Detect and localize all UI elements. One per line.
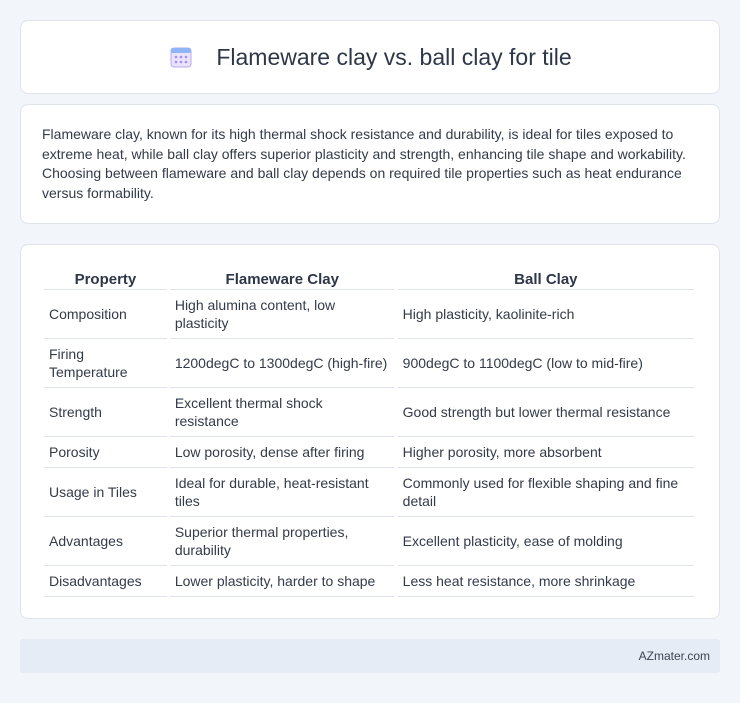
intro-text: Flameware clay, known for its high thermal shock resistance and durability, is ideal for tiles exposed to extreme heat, while ball clay offers superior plasticity and strength, enhancing tile shape and workability. Choosing between flameware and ball clay depends on required tile properties such as heat endurance versus formability. [42, 126, 686, 201]
calendar-icon [168, 44, 194, 70]
property-cell: Usage in Tiles [44, 468, 167, 517]
table-row [44, 566, 694, 597]
header-flameware-clay: Flameware Clay [170, 265, 395, 290]
property-cell: Advantages [44, 517, 167, 566]
ball-clay-cell: Less heat resistance, more shrinkage [398, 566, 694, 597]
footer [20, 639, 720, 673]
page-title: Flameware clay vs. ball clay for tile [216, 43, 572, 70]
header-ball-clay: Ball Clay [398, 265, 694, 290]
title-card [20, 20, 720, 94]
footer-brand-link[interactable]: AZmater.com [638, 649, 710, 663]
intro-card [20, 104, 720, 224]
ball-clay-cell: Commonly used for flexible shaping and fine detail [398, 468, 694, 517]
table-header-row [44, 265, 694, 290]
ball-clay-cell: High plasticity, kaolinite-rich [398, 290, 694, 339]
table-row [44, 388, 694, 437]
property-cell: Composition [44, 290, 167, 339]
flameware-cell: 1200degC to 1300degC (high-fire) [170, 339, 395, 388]
flameware-cell: High alumina content, low plasticity [170, 290, 395, 339]
ball-clay-cell: Higher porosity, more absorbent [398, 437, 694, 468]
ball-clay-cell: Excellent plasticity, ease of molding [398, 517, 694, 566]
table-row [44, 339, 694, 388]
table-row [44, 517, 694, 566]
flameware-cell: Low porosity, dense after firing [170, 437, 395, 468]
property-cell: Porosity [44, 437, 167, 468]
property-cell: Firing Temperature [44, 339, 167, 388]
flameware-cell: Excellent thermal shock resistance [170, 388, 395, 437]
flameware-cell: Ideal for durable, heat-resistant tiles [170, 468, 395, 517]
comparison-table [41, 265, 697, 597]
comparison-table-card [20, 244, 720, 619]
flameware-cell: Superior thermal properties, durability [170, 517, 395, 566]
table-row [44, 437, 694, 468]
property-cell: Strength [44, 388, 167, 437]
table-row [44, 290, 694, 339]
header-property: Property [44, 265, 167, 290]
flameware-cell: Lower plasticity, harder to shape [170, 566, 395, 597]
table-row [44, 468, 694, 517]
ball-clay-cell: Good strength but lower thermal resistance [398, 388, 694, 437]
ball-clay-cell: 900degC to 1100degC (low to mid-fire) [398, 339, 694, 388]
property-cell: Disadvantages [44, 566, 167, 597]
